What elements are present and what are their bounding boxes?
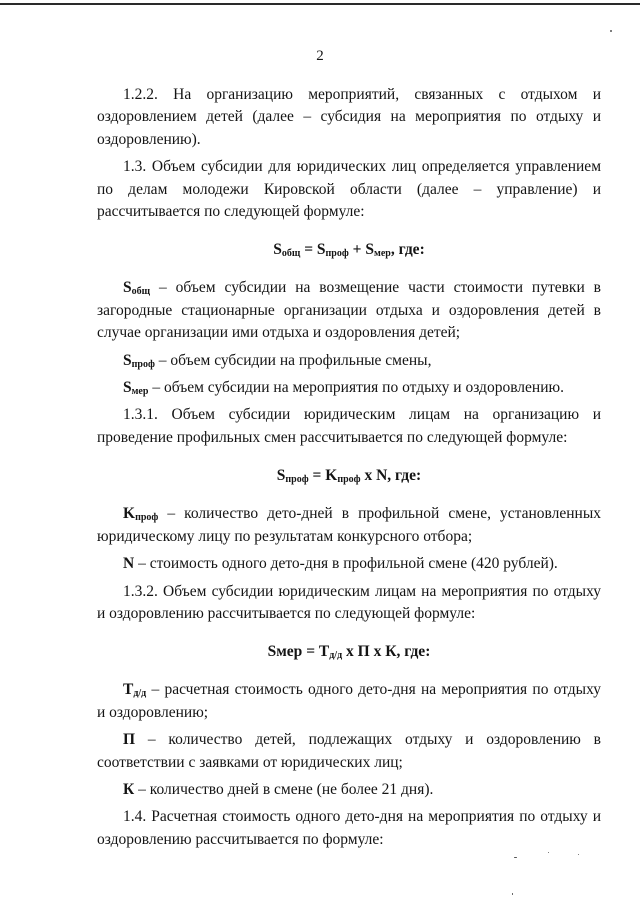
definition-t: $Т_{д/д}$ – расчетная стоимость одного дето-дня на мероприятия по отдыху и оздоровлению;	[97, 681, 601, 721]
scan-top-border	[0, 3, 640, 5]
page-number: 2	[316, 48, 324, 64]
definition-s-obsh: $S_{общ}$ – объем субсидии на возмещение части стоимости путевки в загородные стационарные организации отдыха и оздоровления детей в случае организации ими отдыха и оздоровления детей;	[97, 279, 601, 342]
paragraph-1-2-2: 1.2.2. На организацию мероприятий, связанных с отдыхом и оздоровлением детей (далее – субсидия на мероприятия по отдыху и оздоровлению).	[97, 86, 601, 148]
definition-s-mer: $S_{мер}$ – объем субсидии на мероприятия по отдыху и оздоровлению.	[123, 379, 564, 398]
paragraph-1-4: 1.4. Расчетная стоимость одного дето-дня на мероприятия по отдыху и оздоровлению рассчитывается по формуле:	[97, 808, 601, 848]
definition-k: К – количество дней в смене (не более 21 дня).	[123, 780, 434, 798]
formula-s-mer: Sмер = $Т_{д/д}$ x П x К, где:	[267, 643, 431, 662]
paragraph-1-3-2: 1.3.2. Объем субсидии юридическим лицам на мероприятия по отдыху и оздоровлению рассчитывается по следующей формуле:	[97, 582, 601, 622]
paragraph-1-3: 1.3. Объем субсидии для юридических лиц определяется управлением по делам молодежи Кировской области (далее – управление) и рассчитывается по следующей формуле:	[97, 158, 601, 221]
document-body	[97, 84, 601, 856]
definition-k-prof: $K_{проф}$ – количество дето-дней в профильной смене, установленных юридическому лицу по результатам конкурсного отбора;	[97, 505, 601, 545]
scan-speck	[610, 30, 612, 32]
paragraph-1-3-1: 1.3.1. Объем субсидии юридическим лицам на организацию и проведение профильных смен рассчитывается по следующей формуле:	[97, 406, 601, 446]
formula-s-total: $S_{общ} = S_{проф} + S_{мер}$, где:	[273, 241, 425, 260]
definition-p: П – количество детей, подлежащих отдыху и оздоровлению в соответствии с заявками от юридических лиц;	[97, 731, 601, 771]
definition-s-prof: $S_{проф}$ – объем субсидии на профильные смены,	[123, 351, 432, 370]
definition-n: N – стоимость одного дето-дня в профильной смене (420 рублей).	[123, 555, 558, 573]
scan-speck	[514, 857, 517, 858]
scan-speck	[512, 893, 513, 895]
formula-s-prof: $S_{проф} = K_{проф}$ x N, где:	[276, 467, 422, 486]
